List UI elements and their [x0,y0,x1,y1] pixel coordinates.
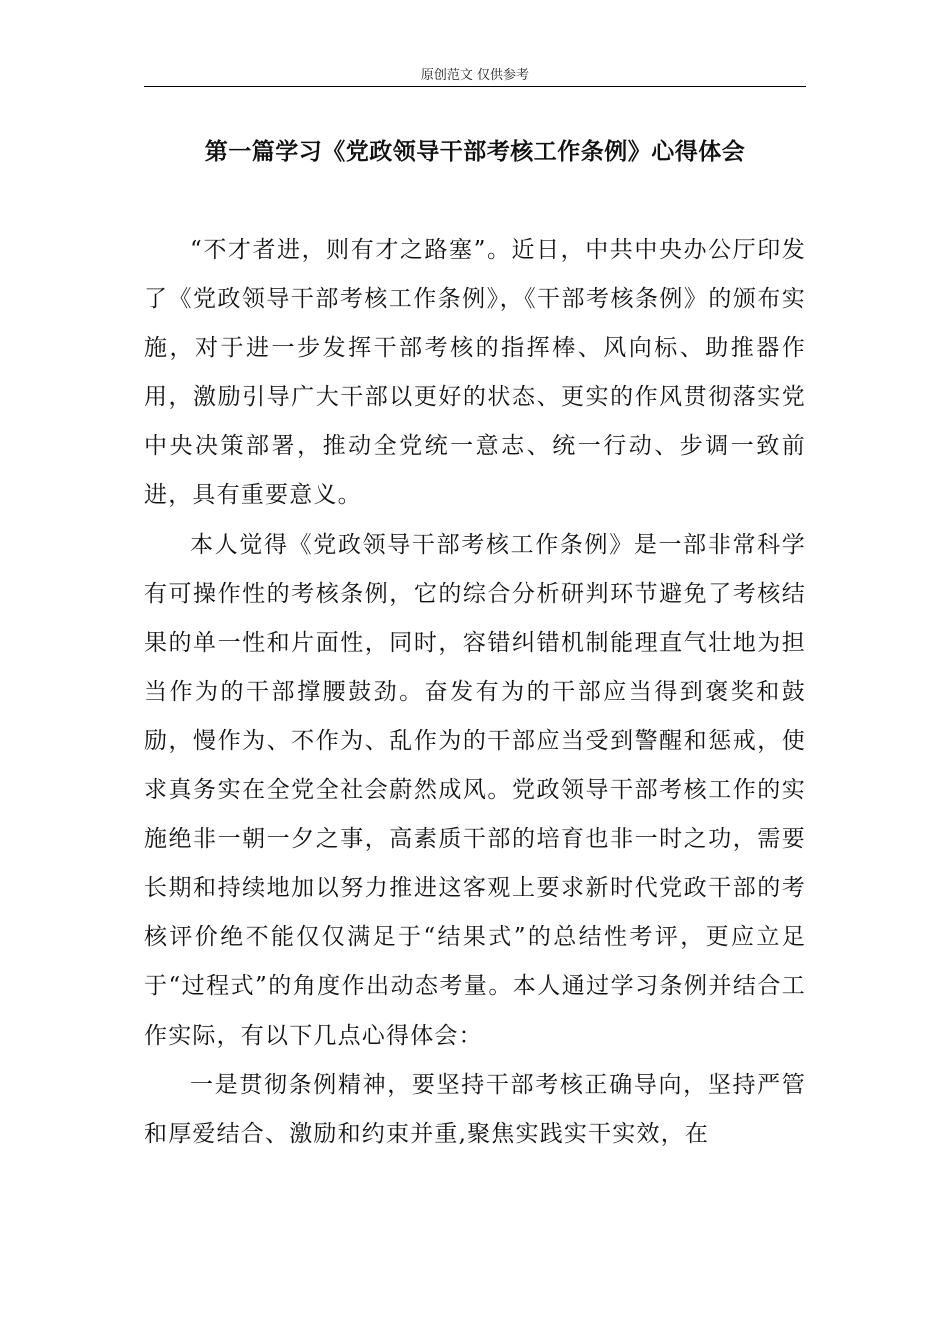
document-body [144,226,806,1159]
page-header: 原创范文 仅供参考 [420,68,530,83]
header-rule [144,86,806,87]
document-title: 第一篇学习《党政领导干部考核工作条例》心得体会 [204,139,746,165]
paragraph-3: 一是贯彻条例精神，要坚持干部考核正确导向，坚持严管和厚爱结合、激励和约束并重,聚焦实践实干实效，在 [144,1071,806,1147]
paragraph-2: 本人觉得《党政领导干部考核工作条例》是一部非常科学有可操作性的考核条例，它的综合分析研判环节避免了考核结果的单一性和片面性，同时，容错纠错机制能理直气壮地为担当作为的干部撑腰鼓劲。奋发有为的干部应当得到褒奖和鼓励，慢作为、不作为、乱作为的干部应当受到警醒和惩戒，使求真务实在全党全社会蔚然成风。党政领导干部考核工作的实施绝非一朝一夕之事，高素质干部的培育也非一时之功，需要长期和持续地加以努力推进这客观上要求新时代党政干部的考核评价绝不能仅仅满足于“结果式”的总结性考评，更应立足于“过程式”的角度作出动态考量。本人通过学习条例并结合工作实际，有以下几点心得体会： [144,531,806,1049]
paragraph-1: “不才者进，则有才之路塞”。近日，中共中央办公厅印发了《党政领导干部考核工作条例》，《干部考核条例》的颁布实施，对于进一步发挥干部考核的指挥棒、风向标、助推器作用，激励引导广大干部以更好的状态、更实的作风贯彻落实党中央决策部署，推动全党统一意志、统一行动、步调一致前进，具有重要意义。 [144,237,806,509]
